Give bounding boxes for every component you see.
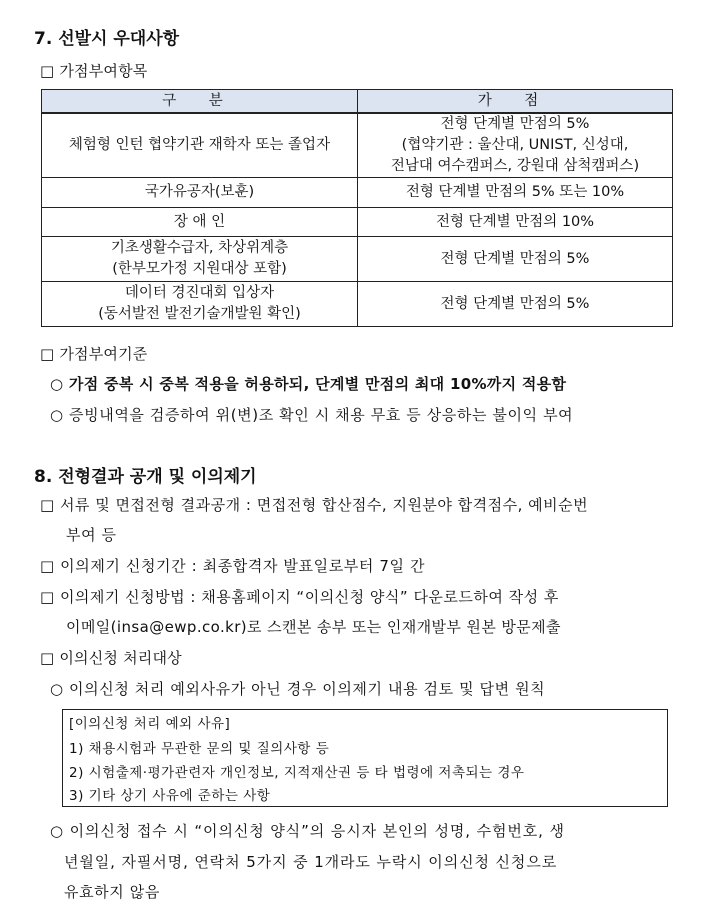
table-row — [42, 282, 673, 327]
result-disclosure-cont: 부여 등 — [66, 526, 117, 544]
result-disclosure-item: □ 서류 및 면접전형 결과공개 : 면접전형 합산점수, 지원분야 합격점수, 예비순번 — [40, 496, 589, 514]
points-cell: 전형 단계별 만점의 5% — [358, 237, 673, 282]
bonus-items-heading: □ 가점부여항목 — [40, 62, 148, 80]
criteria-item-1: ○ 가점 중복 시 중복 적용을 허용하되, 단계별 만점의 최대 10%까지 적용함 — [50, 375, 567, 393]
submission-rule-cont-2: 유효하지 않음 — [64, 883, 160, 901]
objection-method-item: □ 이의제기 신청방법 : 채용홈페이지 “이의신청 양식” 다운로드하여 작성 후 — [40, 588, 559, 606]
objection-principle-item: ○ 이의신청 처리 예외사유가 아닌 경우 이의제기 내용 검토 및 답변 원칙 — [50, 680, 546, 698]
table-row — [42, 237, 673, 282]
header-points: 가 점 — [358, 90, 673, 114]
section-8-title: 8. 전형결과 공개 및 이의제기 — [34, 467, 257, 487]
objection-method-cont: 이메일(insa@ewp.co.kr)로 스캔본 송부 또는 인재개발부 원본 방문제출 — [66, 618, 561, 636]
category-cell: 데이터 경진대회 입상자 (동서발전 발전기술개발원 확인) — [42, 282, 358, 327]
category-cell: 국가유공자(보훈) — [42, 178, 358, 208]
objection-period-item: □ 이의제기 신청기간 : 최종합격자 발표일로부터 7일 간 — [40, 557, 426, 575]
criteria-item-2: ○ 증빙내역을 검증하여 위(변)조 확인 시 채용 무효 등 상응하는 불이익 부여 — [50, 406, 574, 424]
exception-line-2: 2) 시험출제·평가관련자 개인정보, 지적재산권 등 타 법령에 저촉되는 경우 — [69, 765, 525, 781]
table-header-row — [42, 90, 673, 114]
submission-rule-item: ○ 이의신청 접수 시 “이의신청 양식”의 응시자 본인의 성명, 수험번호, 생 — [50, 822, 565, 840]
submission-rule-cont-1: 년월일, 자필서명, 연락처 5가지 중 1개라도 누락시 이의신청 신청으로 — [64, 853, 558, 871]
points-cell: 전형 단계별 만점의 5% — [358, 282, 673, 327]
header-category: 구 분 — [42, 90, 358, 114]
table-row — [42, 208, 673, 237]
points-cell: 전형 단계별 만점의 5% 또는 10% — [358, 178, 673, 208]
points-cell: 전형 단계별 만점의 5% (협약기관 : 울산대, UNIST, 신성대, 전남대 여수캠퍼스, 강원대 삼척캠퍼스) — [358, 113, 673, 178]
table-row — [42, 178, 673, 208]
exception-box — [62, 709, 668, 807]
category-cell: 장 애 인 — [42, 208, 358, 237]
exception-box-title: [이의신청 처리 예외 사유] — [69, 716, 231, 732]
exception-line-1: 1) 채용시험과 무관한 문의 및 질의사항 등 — [69, 741, 330, 757]
category-cell: 체험형 인턴 협약기관 재학자 또는 졸업자 — [42, 113, 358, 178]
section-7-title: 7. 선발시 우대사항 — [34, 29, 180, 49]
bonus-criteria-heading: □ 가점부여기준 — [40, 345, 148, 363]
objection-target-heading: □ 이의신청 처리대상 — [40, 649, 182, 667]
exception-line-3: 3) 기타 상기 사유에 준하는 사항 — [69, 788, 271, 804]
bonus-table — [41, 89, 673, 327]
table-row — [42, 113, 673, 178]
category-cell: 기초생활수급자, 차상위계층 (한부모가정 지원대상 포함) — [42, 237, 358, 282]
points-cell: 전형 단계별 만점의 10% — [358, 208, 673, 237]
